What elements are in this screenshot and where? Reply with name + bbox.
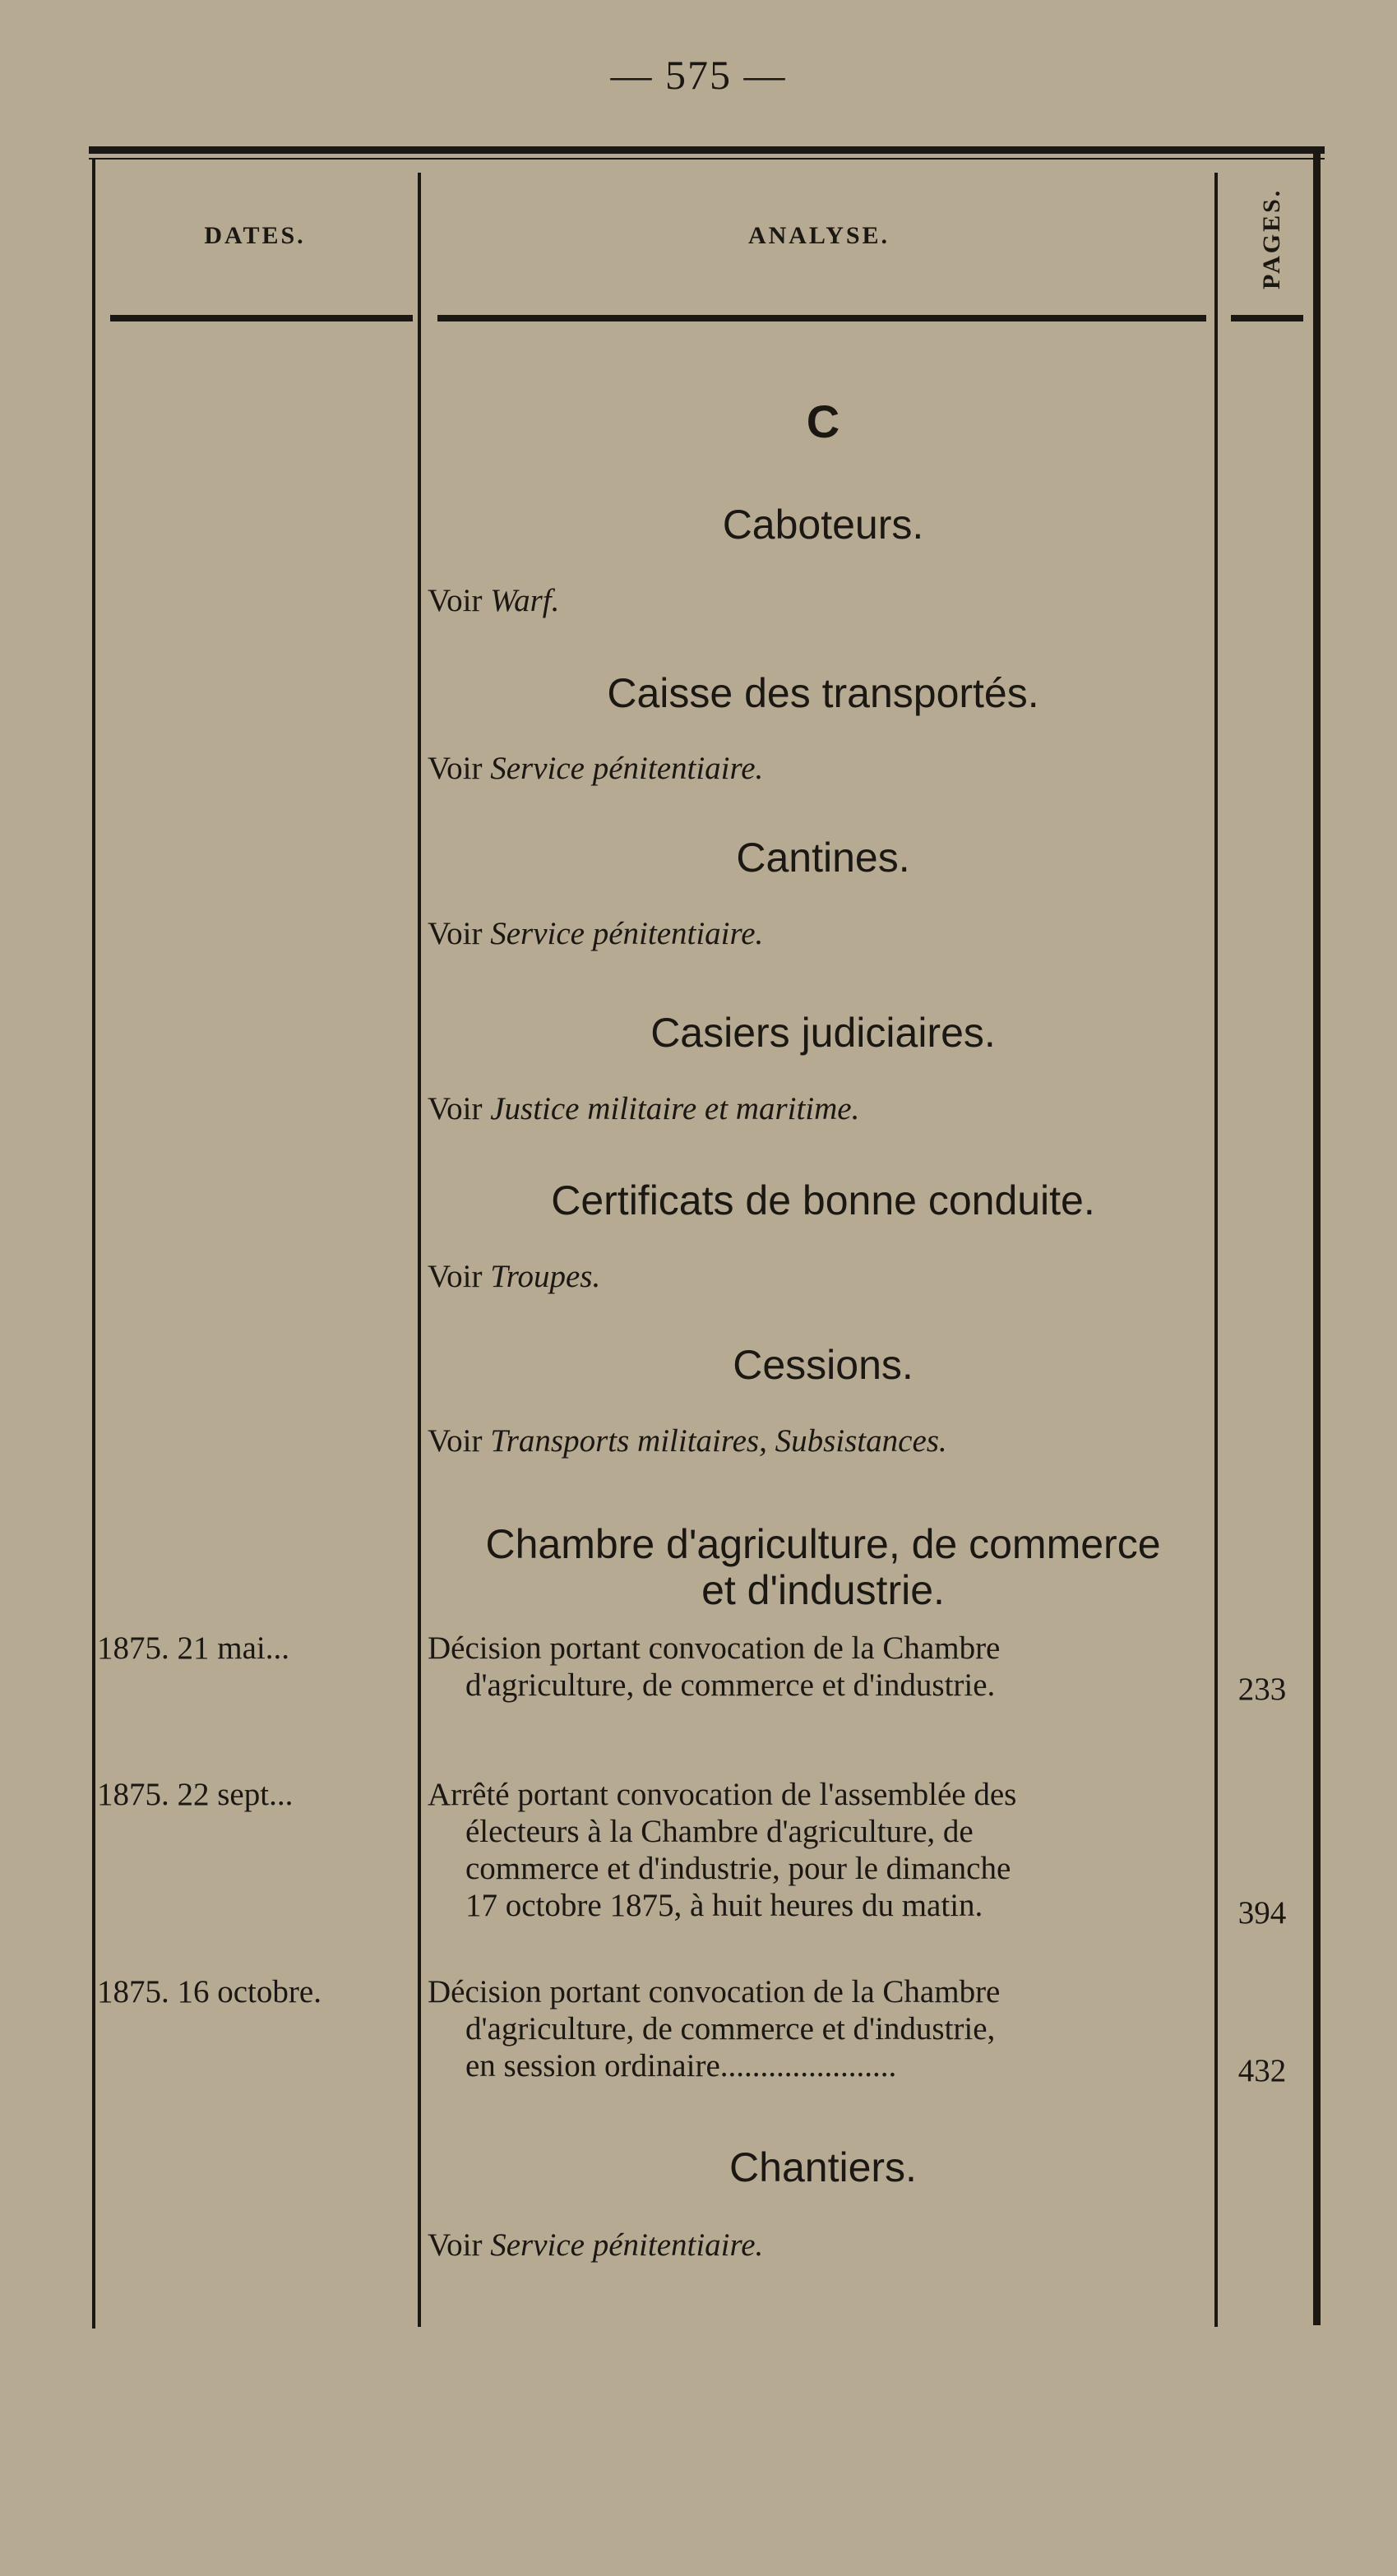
left-border (92, 158, 95, 2329)
entry-analysis (428, 1776, 1209, 1924)
top-rule-thin (89, 158, 1325, 160)
entry-heading: Chantiers. (729, 2144, 917, 2190)
entry-analysis (428, 1973, 1209, 2084)
analysis-line: d'agriculture, de commerce et d'industrie, (465, 2011, 996, 2046)
header-dates: DATES. (204, 222, 306, 249)
entry-heading: Caisse des transportés. (607, 670, 1039, 716)
header-pages: PAGES. (1258, 187, 1285, 289)
see-reference: Voir Transports militaires, Subsistances. (428, 1423, 947, 1459)
analysis-line: d'agriculture, de commerce et d'industrie. (465, 1667, 996, 1703)
entry-heading: Certificats de bonne conduite. (551, 1177, 1095, 1223)
see-reference: Voir Justice militaire et maritime. (428, 1091, 860, 1126)
right-border (1313, 146, 1321, 2325)
entry-heading: Cessions. (733, 1342, 914, 1388)
column-divider-pages (1214, 173, 1218, 2327)
analysis-line: Décision portant convocation de la Chambre (428, 1630, 1001, 1666)
see-reference: Voir Service pénitentiaire. (428, 2227, 764, 2263)
see-reference: Voir Service pénitentiaire. (428, 916, 764, 951)
analysis-line: Décision portant convocation de la Chambre (428, 1974, 1001, 2009)
entry-date: 1875. 21 mai... (97, 1630, 289, 1666)
entry-analysis (428, 1630, 1209, 1704)
analysis-line: électeurs à la Chambre d'agriculture, de (465, 1814, 974, 1849)
analysis-line: commerce et d'industrie, pour le dimanche (465, 1851, 1011, 1886)
analysis-line: 17 octobre 1875, à huit heures du matin. (465, 1888, 983, 1923)
page-reference: 394 (1237, 1895, 1287, 1931)
heading-line: et d'industrie. (701, 1567, 945, 1613)
analysis-line: Arrêté portant convocation de l'assemblée des (428, 1777, 1017, 1812)
page-number: — 575 — (610, 52, 787, 98)
see-reference: Voir Warf. (428, 583, 560, 618)
entry-heading: Cantines. (736, 835, 910, 881)
header-analyse: ANALYSE. (747, 222, 890, 249)
section-letter: C (806, 395, 840, 447)
entry-heading (424, 1521, 1222, 1613)
header-rule-analyse (437, 315, 1206, 321)
page-reference: 432 (1237, 2053, 1287, 2088)
entry-date: 1875. 16 octobre. (97, 1974, 321, 2009)
see-reference: Voir Service pénitentiaire. (428, 751, 764, 786)
column-divider-dates (418, 173, 421, 2327)
entry-heading: Caboteurs. (722, 502, 924, 548)
top-rule (89, 146, 1325, 154)
page-reference: 233 (1237, 1672, 1287, 1707)
see-reference: Voir Troupes. (428, 1259, 601, 1294)
entry-date: 1875. 22 sept... (97, 1777, 294, 1812)
header-rule-dates (110, 315, 413, 321)
entry-heading: Casiers judiciaires. (650, 1010, 996, 1056)
heading-line: Chambre d'agriculture, de commerce (485, 1521, 1161, 1567)
analysis-line: en session ordinaire...................... (465, 2048, 897, 2083)
header-rule-pages (1231, 315, 1303, 321)
